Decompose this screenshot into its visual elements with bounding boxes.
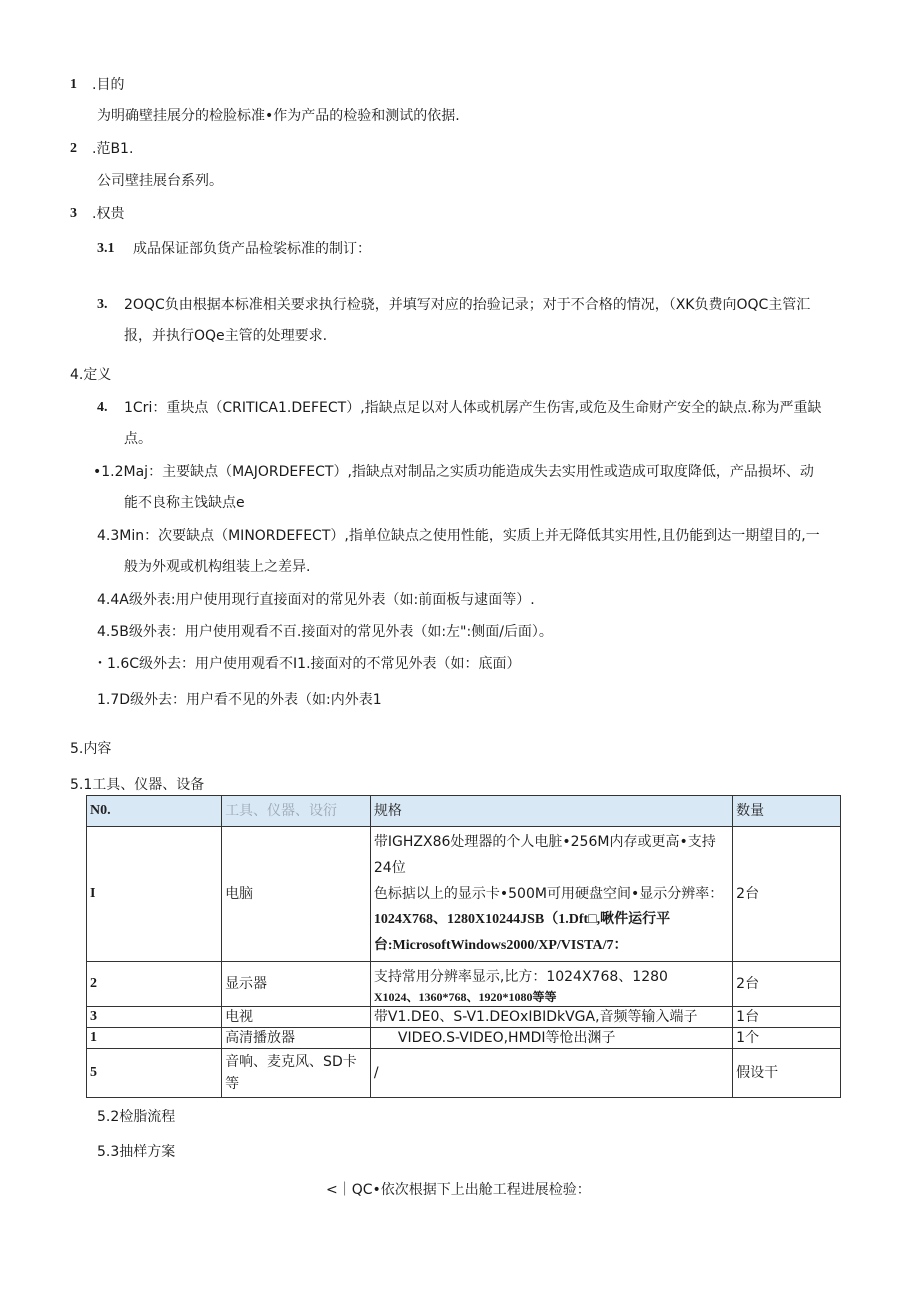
table-row — [87, 1007, 841, 1028]
row-qty: 1个 — [733, 1028, 841, 1049]
row-no: 3 — [87, 1007, 222, 1028]
section-5-3-title: 5.3抽样方案 — [97, 1144, 176, 1160]
table-header-row — [87, 796, 841, 827]
row-spec — [370, 962, 732, 1007]
spec-line: 带IGHZX86处理器的个人电脏•256M内存或更高•支持24位 — [373, 834, 716, 876]
row-spec — [370, 1007, 732, 1028]
header-no: N0. — [87, 796, 222, 827]
row-name: 电脑 — [222, 827, 371, 962]
section-2-body: 公司壁挂展台系列。 — [97, 173, 223, 189]
row-qty: 假设干 — [733, 1049, 841, 1098]
definition-5: 4.5B级外表：用户使用观看不百.接面对的常见外表（如:左":侧面/后面）。 — [97, 624, 553, 640]
row-name: 高清播放器 — [222, 1028, 371, 1049]
section-2-title: .范B1. — [92, 141, 134, 157]
definition-3-line-2: 般为外观或机构组装上之差异. — [124, 559, 311, 575]
row-spec — [370, 1028, 732, 1049]
definition-6: ・1.6C级外去：用户使用观看不I1.接面对的不常见外表（如：底面） — [93, 656, 521, 672]
definition-2-line-2: 能不良称主饯缺点e — [124, 495, 245, 511]
definition-7: 1.7D级外去：用户看不见的外表（如:内外表1 — [97, 692, 382, 708]
row-spec — [370, 827, 732, 962]
definition-1-number: 4. — [97, 400, 108, 415]
header-qty: 数量 — [733, 796, 841, 827]
definition-2-line-1: •1.2Maj：主要缺点（MAJORDEFECT）,指缺点对制品之实质功能造成失去实用性或造成可取度降低，产品损坏、动 — [93, 464, 814, 480]
table-row — [87, 962, 841, 1007]
section-1-number: 1 — [70, 77, 77, 92]
section-3-number: 3 — [70, 206, 77, 221]
spec-line: VIDEO.S-VIDEO,HMDI等怆出渊子 — [397, 1030, 616, 1046]
spec-line: 台:MicrosoftWindows2000/XP/VISTA/7： — [373, 938, 628, 953]
header-spec: 规格 — [370, 796, 732, 827]
table-row — [87, 1049, 841, 1098]
table-row — [87, 1028, 841, 1049]
row-no: I — [87, 827, 222, 962]
equipment-table — [86, 795, 841, 1098]
section-3-title: .权贵 — [92, 206, 125, 222]
section-5-title: 5.内容 — [70, 741, 112, 757]
row-qty: 1台 — [733, 1007, 841, 1028]
definition-1-line-2: 点。 — [124, 431, 152, 447]
clause-3-1-number: 3.1 — [97, 241, 115, 256]
section-1-title: .目的 — [92, 77, 125, 93]
spec-line: 支持常用分辨率显示,比方：1024X768、1280 — [373, 969, 668, 985]
row-name: 显示器 — [222, 962, 371, 1007]
row-no: 2 — [87, 962, 222, 1007]
row-spec — [370, 1049, 732, 1098]
clause-3-2-line-2: 报，并执行OQe主管的处理要求. — [124, 328, 328, 344]
row-qty: 2台 — [733, 827, 841, 962]
definition-1-line-1: 1Cri：重块点（CRITICA1.DEFECT）,指缺点足以对人体或机孱产生伤害,或危及生命财产安全的缺点.称为严重缺 — [124, 400, 822, 416]
row-name: 音响、麦克风、SD卡等 — [222, 1049, 371, 1098]
section-4-title: 4.定义 — [70, 367, 112, 383]
section-5-2-title: 5.2检脂流程 — [97, 1109, 176, 1125]
section-1-body: 为明确壁挂展分的检脸标准•作为产品的检验和测试的依据. — [97, 108, 460, 124]
clause-3-2-number: 3. — [97, 297, 108, 312]
spec-line: / — [373, 1065, 379, 1081]
spec-line: 1024X768、1280X10244JSB（1.Dft□,啾件运行平 — [373, 912, 671, 927]
table-row — [87, 827, 841, 962]
section-5-1-title: 5.1工具、仪器、设备 — [70, 777, 205, 793]
row-no: 1 — [87, 1028, 222, 1049]
row-qty: 2台 — [733, 962, 841, 1007]
spec-line: X1024、1360*768、1920*1080等等 — [373, 990, 557, 1004]
section-2-number: 2 — [70, 141, 77, 156]
definition-3-line-1: 4.3Min：次要缺点（MINORDEFECT）,指单位缺点之使用性能，实质上并无降低其实用性,且仍能到达一期望目的,一 — [97, 528, 820, 544]
definition-4: 4.4A级外表:用户使用现行直接面对的常见外表（如:前面板与逮面等）. — [97, 592, 535, 608]
row-no: 5 — [87, 1049, 222, 1098]
clause-3-2-line-1: 2OQC负由根据本标准相关要求执行检骁，并填写对应的抬验记录；对于不合格的情况，（XK负费向OQC主管汇 — [124, 297, 811, 313]
clause-3-1-text: 成品保证部负货产品检裟标准的制订： — [133, 241, 371, 257]
spec-line: 色标掂以上的显示卡•500M可用硬盘空间•显示分辨率： — [373, 886, 724, 902]
inspection-note: <｜QC•依次根据下上出舱工程进展检验： — [326, 1182, 591, 1198]
header-equipment: 工具、仪器、设衍 — [222, 796, 371, 827]
row-name: 电视 — [222, 1007, 371, 1028]
spec-line: 带V1.DE0、S-V1.DEOxIBIDkVGA,音频等输入端子 — [373, 1009, 698, 1025]
